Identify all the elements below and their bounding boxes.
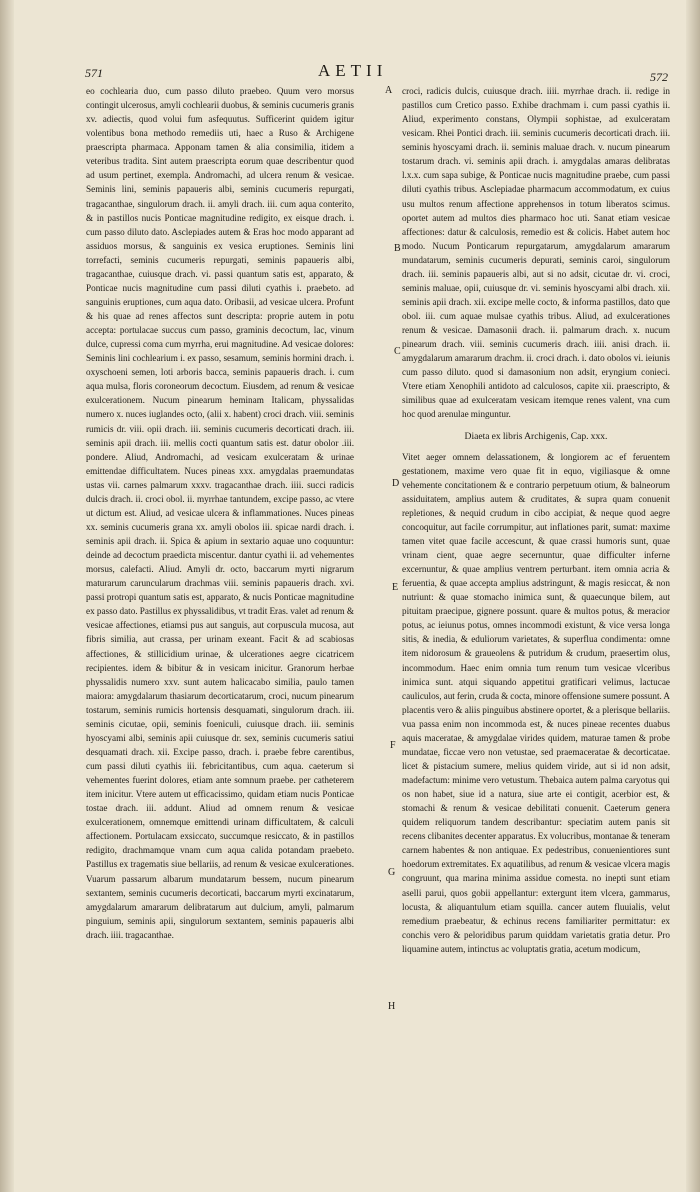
margin-marker-a: A [385, 85, 393, 96]
running-title: AETII [318, 61, 388, 80]
margin-marker-h: H [388, 1001, 396, 1012]
margin-marker-g: G [388, 867, 396, 878]
folio-left: 571 [85, 66, 103, 80]
margin-marker-b: B [394, 243, 401, 254]
page-edge-left [0, 0, 14, 1192]
margin-marker-c: C [394, 346, 401, 357]
right-column-text-diaeta: Vitet aeger omnem delassationem, & longiorem ac ef feruentem gestationem, maxime vero quae fit in equo, vigiliasque & omne vehemente concitationem & e contrario perpetuum otium, & balneorum assiduitatem, amplius autem & cruditates, & supra quam conuenit repletiones, & nequid crudum in cibo accipiat, & neque quod aegre concoquitur, aut facile corrumpitur, aut inflationes parit, sumat: maxime tamen vitet quae facile accescunt, & quae crassi humoris sunt, quae vrinam cient, quae aegre secernuntur, quae difficulter inferne excernuntur, & quae amplius ventrem perturbant. item omnia acria & feruentia, & quae accepta amplius adstringunt, & magis resiccat, & non nutriunt: & quae stomacho inimica sunt, & quaecunque bilem, aut pituitam praecipue, gignere possunt. quare & multos potus, & meracior potus, ac ieiunus potus, omnes incommodi existunt, & vice versa longa sitis, & inedia, & eduliorum varietates, & superflua condimenta: omne item nidorosum & graueolens & putridum & crudum, praesertim olus, incommodum. Haec enim omnia tum renum tum vesicae vlceribus inimica sunt. atqui siquando appetitui gratificari velimus, lactucae cauliculos, aut ferin, cruda & cocta, minore offensione sumere possunt. A placentis vero & aliis pinguibus abstinere oportet, & a plerisque bellariis. vua passa enim non incommoda est, & nuces pineae recentes duabus aquis maceratae, & amygdalae virides quidem, maturae tamen & probe mundatae, ficcae vero non vetustae, sed praemaceratae & decorticatae. licet & pistacium sumere, melius quidem viride, aut si id non adsit, madefactum: minime vero vetustum. Thebaica autem palma caryotus qui os non habet, siue id a natura, siue arte ei contigit, acerbior est, & stomachi & renum & vesicae debilitati conuenit. Caeterum genera quidem reliquorum tandem describantur: speciatim autem panis sit recens clibanites decenter apparatus. Ex volucribus, montanae & teneram carnem habentes & non antiquae. Ex pedestribus, conuenientiores sunt hoedorum extremitates. Ex aquatilibus, ad renum & vesicae vlcera magis congruunt, qua marina minima assidue comesta. no inepti sunt etiam aselli parui, quos gobii appellantur: extergunt item vlcera, gammarus, locusta, & aliquantulum etiam squilla. cancer autem fluuialis, velut remedium praebeatur, & echinus recens familiariter permittatur: ex conchis vero & peloridibus parum quiddam varietatis gratia detur. Pro liquamine autem, intinctus ac voluptatis gratia, acetum modicum, [402, 451, 670, 954]
left-column [86, 84, 354, 942]
page-header [0, 60, 700, 82]
right-column-text: croci, radicis dulcis, cuiusque drach. iiii. myrrhae drach. ii. redige in pastillos cum Cretico passo. Exhibe drachmam i. cum passi cyathis ii. Aliud, experimento constans, Olympii sophistae, ad exulceratam vesicam. Rhei Pontici drach. iii. seminis cucumeris decorticati drach. iii. seminis hyoscyami drach. ii. seminis maluae drach. v. nucum pinearum tostarum drach. vi. seminis apii drach. i. amygdalas amaras delibratas l.x.x. cum sapa subige, & Ponticae nucis magnitudine praebe, cum passi diluti cyathis tribus. Asclepiadae pharmacum accommodatum, ex cuius usu multos renum affectione apprehensos in totum liberatos scimus. oportet autem ad multos dies pharmaco hoc uti. Sanat etiam vesicae affectiones: datur & calculosis, remedio est & colicis. Habet autem hoc modo. Nucum Ponticarum repurgatarum, amygdalarum amararum mundatarum, seminis cucumeris depurati, seminis caroi, singulorum drach. iii. seminis papaueris albi, aut si no adsit, cicutae dr. vi. croci, seminis maluae, opii, cuiusque dr. vi. seminis hyoscyami albi drach. xii. seminis apii drach. xii. excipe melle cocto, & informa pastillos, dato que obol. iii. cum aquae mulsae cyathis tribus. Aliud, ad exulcerationes renum & vesicae. Damasonii drach. ii. palmarum drach. x. nucum pinearum drach. viii. seminis cucumeris drach. iiii. anisi drach. ii. amygdalarum amararum drachm. ii. croci drach. i. dato obolos vi. ieiunis cum passo diluto. quod si damasonium non adsit, eryngium conieci. Vtere etiam Xenophili antidoto ad calculosos, capite xii. praescripto, & similibus quae ad exulceratam vesicam itemque renes valent, vna cum hoc quod arenulae minguntur. [402, 86, 670, 420]
margin-marker-e: E [392, 582, 399, 593]
folio-right: 572 [650, 70, 668, 84]
right-column [402, 84, 670, 956]
margin-marker-f: F [390, 740, 396, 751]
page-edge-right [686, 0, 700, 1192]
margin-marker-d: D [392, 478, 400, 489]
left-column-text: eo cochlearia duo, cum passo diluto praebeo. Quum vero morsus contingit ulcerosus, amyli cochlearii duobus, & seminis cucumeris granis xv. adiectis, quod volui fum asfequutus. Sufficerint quidem igitur volentibus bona methodo remediis uti, haec a Ruso & Archigene praescripta pharmaca. Apponam tamen & alia consimilia, itidem a veteribus tradita. Sint autem praescripta eorum quae describentur quod ad usum pertinet, exempla. Andromachi, ad ulcera renum & vesicae. Seminis lini, seminis papaueris albi, seminis cucumeris repurgati, tragacanthae, singulorum drach. ii. amyli drach. iii. cum aqua conterito, & in pastillos nucis Ponticae magnitudine redigito, ex eisque drach. i. cum passo diluto dato. Asclepiades autem & Eras hoc modo apparant ad assiduos morsus, & sanguinis ex vesica eruptiones. Seminis lini torrefacti, seminis cucumeris repurgati, seminis papaueris albi, tragacanthae, cuiusque drach. vi. passi quantum satis est, apparato, & Ponticae nucis magnitudine cum passi diluti cyathis i. praebeto. ad sanguinis eruptiones, cum aqua dato. Oribasii, ad vesicae ulcera. Profunt & his quae ad renes affectos sunt descripta: proprie autem in potu accepta: portulacae succus cum passo, graminis decoctum, lac, vinum dulce, cupressi coma cum myrrha, erui magnitudine. Ad vesicae dolores: Seminis lini cochlearium i. ex passo, sesamum, seminis hormini drach. i. oxyschoeni semen, loti arboris bacca, seminis papaueris drach. i. cum aqua mulsa, floris coroneorum decoctum. Eiusdem, ad renum & vesicae exulcerationem. Nucum pinearum heminam Italicam, physsalidas numero x. nuces iuglandes octo, (alii x. habent) croci drach. viii. seminis rumicis dr. viii. opii drach. iii. seminis cucumeris decorticati drach. iii. seminis apii drach. iii. mellis cocti quantum satis est. datur obolor .iii. pondere. Aliud, Andromachi, ad vesicam exulceratam & urinae emittendae difficultatem. Nuces pineas xxx. amygdalas praemundatas ustas vii. carnes palmarum xxxv. tragacanthae drach. iiii. succi radicis dulcis drach. ii. croci obol. ii. myrrhae tantundem, excipe passo, ac vtere ut dictum est. Aliud, ad vesicae ulcera & inflammationes. Nuces pineas xx. seminis cucumeris grana xx. amyli obolos iii. spicae nardi drach. i. seminis apii drach. ii. Spica & apium in sextario aquae uno coquuntur: deinde ad decoctum praedicta miscentur. dantur cyathi ii. ad vehementes morsus, calefacti. Aliud. Amyli dr. octo, baccarum myrti nigrarum maturarum caruncularum drachmas viii. seminis papaueris drach. xvi. passi protropi quantum satis est, apparato, & nucis Ponticae magnitudine ex passo dato. Pastillus ex physsalidibus, vt tradit Eras. valet ad renum & vesicae affectiones, etiamsi pus aut sanguis, aut corpuscula mucosa, aut fibris similia, aut crassa, per urinam exeant. Facit & ad scabiosas affectiones, & stillicidium urinae, & ulcerationes aegre cicatricem recipientes. idem & bibitur & in vesicam inicitur. Granorum herbae physsalidis numero xxv. sunt autem halicacabo similia, paulo tamen maiora: amygdalarum thasiarum decorticatarum, croci, nucum pinearum tostarum, seminis rumicis hortensis desquamati, singulorum drach. iii. seminis cicutae, opii, seminis foeniculi, cuiusque drach. iii. seminis hyoscyami albi, seminis apii cuiusque dr. sex, seminis cucumeris satiui desquamati drach. xii. Excipe passo, drach. i. praebe febre carentibus, cum passi diluti cyathis iii. febricitantibus, cum aqua. caeterum si vehementes fuerint dolores, etiam ante somnum praebe. per catheterem item inicitur. Vtere autem ut efficacissimo, quidam etiam nucis Ponticae tostae drach. iii. addunt. Aliud ad omnem renum & vesicae exulcerationem, omnemque emittendi urinam difficultatem, & calculi affectionem. Portulacam exsiccato, succumque resiccato, & in pastillos redigito, drachmamque vnam cum aqua calida potandam praebeto. Pastillus ex tragematis siue bellariis, ad renum & vesicae exulcerationes. Vuarum passarum albarum mundatarum bessem, nucum pinearum sextantem, seminis cucumeris decorticati, baccarum myrti excinatarum, amygdalarum amararum delibratarum aut dulcium, amyli, palmarum pinguium, seminis apii, singulorum sextantem, seminis papaueris albi drach. iiii. tragacanthae. [86, 86, 354, 940]
chapter-caption: Diaeta ex libris Archigenis, Cap. xxx. [464, 430, 608, 442]
